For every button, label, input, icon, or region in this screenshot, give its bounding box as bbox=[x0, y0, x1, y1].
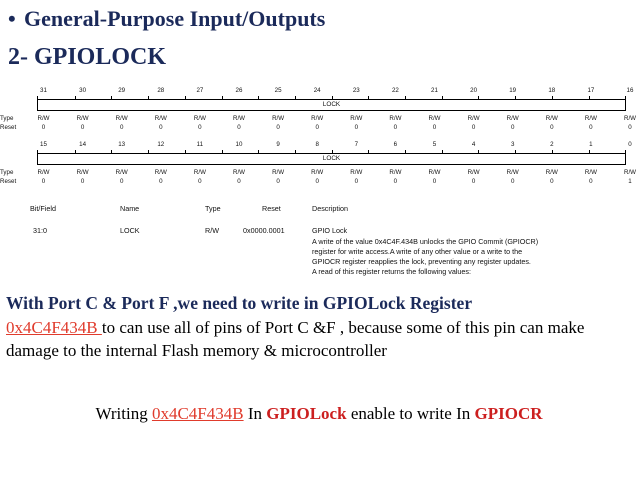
bit-reset: 0 bbox=[628, 124, 632, 131]
bit-reset: 0 bbox=[471, 124, 476, 131]
bit-reset: 0 bbox=[237, 124, 241, 131]
slide-title-text: General-Purpose Input/Outputs bbox=[24, 6, 326, 31]
row-type: R/W bbox=[205, 226, 219, 235]
bit-type: R/W bbox=[584, 115, 597, 122]
bit-reset: 0 bbox=[510, 124, 515, 131]
description-table bbox=[0, 204, 638, 288]
bit-reset: 1 bbox=[628, 178, 632, 185]
header-description: Description bbox=[312, 204, 348, 213]
bit-number: 26 bbox=[235, 87, 243, 94]
slide-subtitle: 2- GPIOLOCK bbox=[8, 44, 167, 70]
bit-type: R/W bbox=[350, 169, 363, 176]
bit-type: R/W bbox=[545, 169, 558, 176]
header-bitfield: Bit/Field bbox=[30, 204, 56, 213]
bit-reset: 0 bbox=[393, 178, 398, 185]
bit-reset: 0 bbox=[80, 178, 85, 185]
bit-reset: 0 bbox=[276, 124, 280, 131]
bit-reset: 0 bbox=[276, 178, 280, 185]
bit-reset: 0 bbox=[159, 124, 163, 131]
bit-number: 15 bbox=[40, 141, 47, 148]
register-diagram bbox=[0, 86, 638, 196]
writing-after-lock: enable to write In bbox=[346, 404, 475, 423]
upper-type-label: Type bbox=[0, 115, 14, 122]
bit-number: 10 bbox=[235, 141, 243, 148]
bit-reset: 0 bbox=[432, 124, 437, 131]
bit-reset: 0 bbox=[550, 178, 554, 185]
bit-number: 14 bbox=[79, 141, 87, 148]
bit-reset: 0 bbox=[471, 178, 476, 185]
slide-title bbox=[8, 6, 325, 32]
writing-middle: In bbox=[243, 404, 267, 423]
bit-number: 7 bbox=[354, 141, 359, 148]
bit-type: R/W bbox=[311, 115, 324, 122]
bit-number: 27 bbox=[196, 87, 204, 94]
bit-number: 13 bbox=[118, 141, 126, 148]
unlock-value-link[interactable]: 0x4C4F434B bbox=[6, 318, 102, 337]
row-bitfield: 31:0 bbox=[33, 226, 47, 235]
bit-type: R/W bbox=[193, 115, 206, 122]
description-line: A read of this register returns the following values: bbox=[312, 267, 472, 276]
bit-reset: 0 bbox=[315, 178, 319, 185]
description-line: register for write access.A write of any other value or a write to the bbox=[312, 247, 523, 256]
bit-number: 22 bbox=[391, 87, 399, 94]
bit-type: R/W bbox=[545, 115, 558, 122]
bit-number: 11 bbox=[196, 141, 204, 148]
row-name: LOCK bbox=[120, 226, 140, 235]
bit-type: R/W bbox=[389, 115, 402, 122]
bit-number: 23 bbox=[352, 87, 360, 94]
bit-type: R/W bbox=[506, 115, 519, 122]
bit-number: 4 bbox=[471, 141, 476, 148]
bullet-icon: • bbox=[8, 6, 16, 31]
row-description-title: GPIO Lock bbox=[312, 226, 348, 235]
upper-reset-label: Reset bbox=[0, 124, 17, 131]
bit-reset: 0 bbox=[393, 124, 398, 131]
bit-type: R/W bbox=[467, 115, 480, 122]
header-reset: Reset bbox=[262, 204, 281, 213]
gpiolock-name: GPIOLock bbox=[266, 404, 347, 423]
row-description-text bbox=[312, 237, 632, 277]
bit-type: R/W bbox=[428, 169, 441, 176]
bit-number: 19 bbox=[509, 87, 517, 94]
bit-reset: 0 bbox=[119, 178, 124, 185]
bit-number: 25 bbox=[274, 87, 282, 94]
bit-reset: 0 bbox=[354, 178, 359, 185]
bit-reset: 0 bbox=[432, 178, 437, 185]
bit-number: 9 bbox=[276, 141, 280, 148]
description-line: GPIOCR register reapplies the lock, preventing any register updates. bbox=[312, 257, 531, 266]
bit-reset: 0 bbox=[198, 178, 202, 185]
header-type: Type bbox=[205, 204, 221, 213]
bit-reset: 0 bbox=[41, 124, 46, 131]
bit-number: 12 bbox=[157, 141, 165, 148]
bit-type: R/W bbox=[76, 115, 89, 122]
bit-type: R/W bbox=[115, 115, 128, 122]
bit-reset: 0 bbox=[41, 178, 46, 185]
bit-number: 16 bbox=[626, 87, 634, 94]
bit-type: R/W bbox=[272, 169, 285, 176]
note-paragraph-text: to can use all of pins of Port C &F , because some of this pin can make damage to the internal Flash memory & microcontroller bbox=[6, 318, 585, 360]
bit-type: R/W bbox=[154, 115, 167, 122]
bit-type: R/W bbox=[37, 169, 50, 176]
bit-number: 0 bbox=[628, 141, 632, 148]
bit-reset: 0 bbox=[315, 124, 319, 131]
bit-reset: 0 bbox=[198, 124, 202, 131]
bit-reset: 0 bbox=[159, 178, 163, 185]
writing-instruction bbox=[0, 404, 638, 424]
bit-number: 2 bbox=[550, 141, 554, 148]
bit-type: R/W bbox=[623, 169, 637, 176]
bit-number: 21 bbox=[431, 87, 438, 94]
bit-type: R/W bbox=[193, 169, 206, 176]
bit-number: 6 bbox=[393, 141, 398, 148]
bit-number: 24 bbox=[313, 87, 321, 94]
upper-lock-field: LOCK bbox=[37, 99, 626, 111]
bit-number: 1 bbox=[589, 141, 593, 148]
bit-reset: 0 bbox=[510, 178, 515, 185]
bit-reset: 0 bbox=[589, 178, 593, 185]
bit-number: 8 bbox=[315, 141, 319, 148]
bit-type: R/W bbox=[389, 169, 402, 176]
bit-number: 29 bbox=[118, 87, 126, 94]
bit-reset: 0 bbox=[354, 124, 359, 131]
bit-reset: 0 bbox=[550, 124, 554, 131]
bit-number: 18 bbox=[548, 87, 556, 94]
bit-number: 5 bbox=[432, 141, 437, 148]
lower-lock-field: LOCK bbox=[37, 153, 626, 165]
bit-type: R/W bbox=[506, 169, 519, 176]
bit-reset: 0 bbox=[119, 124, 124, 131]
bit-type: R/W bbox=[350, 115, 363, 122]
bit-number: 17 bbox=[587, 87, 595, 94]
bit-number: 20 bbox=[470, 87, 478, 94]
gpiocr-name: GPIOCR bbox=[474, 404, 543, 423]
bit-type: R/W bbox=[76, 169, 89, 176]
bit-type: R/W bbox=[623, 115, 637, 122]
note-heading: With Port C & Port F ,we need to write in GPIOLock Register bbox=[6, 293, 473, 313]
bit-reset: 0 bbox=[589, 124, 593, 131]
bit-number: 31 bbox=[40, 87, 47, 94]
description-line: A write of the value 0x4C4F.434B unlocks the GPIO Commit (GPIOCR) bbox=[312, 237, 539, 246]
bit-type: R/W bbox=[37, 115, 50, 122]
bit-type: R/W bbox=[467, 169, 480, 176]
bit-reset: 0 bbox=[237, 178, 241, 185]
bit-type: R/W bbox=[154, 169, 167, 176]
bit-number: 30 bbox=[79, 87, 87, 94]
writing-value-link[interactable]: 0x4C4F434B bbox=[151, 404, 244, 423]
header-name: Name bbox=[120, 204, 140, 213]
bit-reset: 0 bbox=[80, 124, 85, 131]
bit-type: R/W bbox=[272, 115, 285, 122]
bit-number: 3 bbox=[510, 141, 515, 148]
lower-reset-label: Reset bbox=[0, 178, 17, 185]
bit-type: R/W bbox=[584, 169, 597, 176]
bit-type: R/W bbox=[232, 115, 246, 122]
writing-prefix: Writing bbox=[95, 404, 152, 423]
note-paragraph bbox=[6, 316, 632, 362]
bit-type: R/W bbox=[428, 115, 441, 122]
bit-type: R/W bbox=[115, 169, 128, 176]
lower-type-label: Type bbox=[0, 169, 14, 176]
row-reset: 0x0000.0001 bbox=[243, 226, 285, 235]
bit-type: R/W bbox=[232, 169, 246, 176]
bit-type: R/W bbox=[311, 169, 324, 176]
bit-number: 28 bbox=[157, 87, 165, 94]
